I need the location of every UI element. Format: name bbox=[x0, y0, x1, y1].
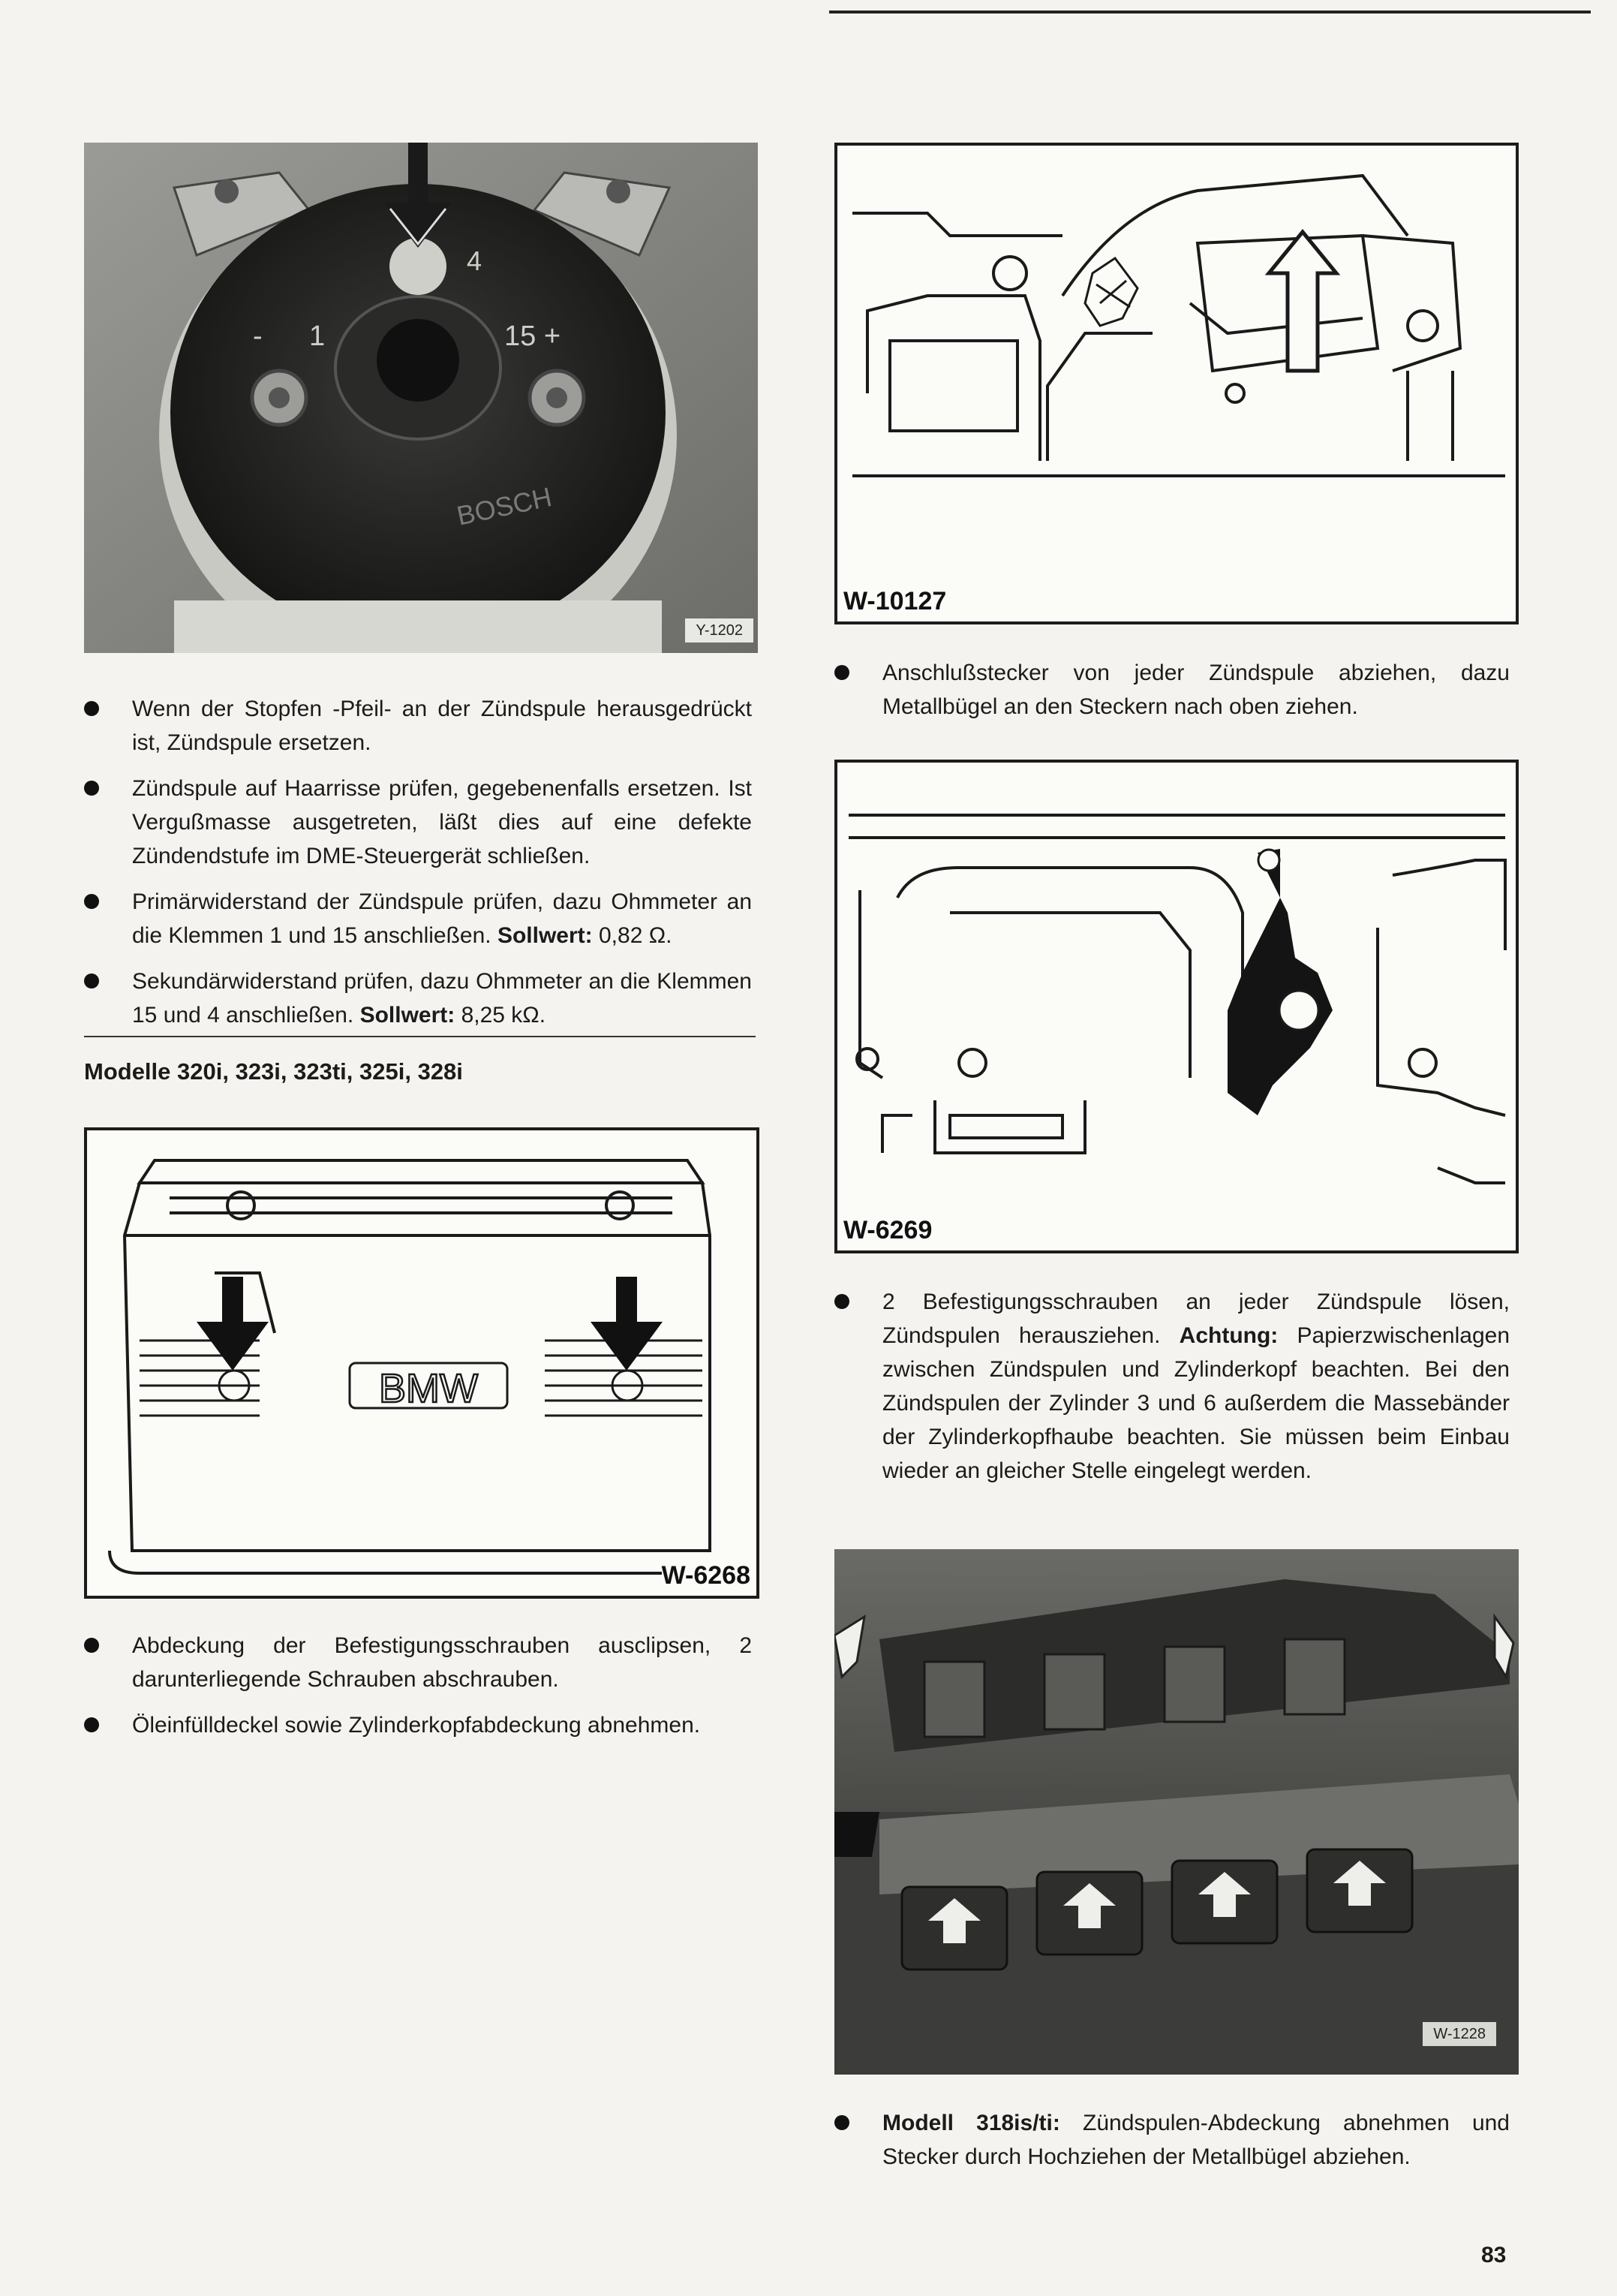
coil-check-list bbox=[84, 692, 752, 1044]
cover-removal-list bbox=[84, 1629, 752, 1754]
bullet-icon bbox=[84, 781, 99, 796]
coil-brand-text: BOSCH bbox=[454, 481, 555, 531]
list-item: Öleinfülldeckel sowie Zylinderkopfabdeckung abnehmen. bbox=[84, 1708, 752, 1742]
figure-id: W-10127 bbox=[843, 587, 947, 615]
figure-id: Y-1202 bbox=[685, 618, 753, 642]
terminal-label-1: 1 bbox=[309, 320, 326, 352]
list-item: Zündspule auf Haarrisse prüfen, gegebenenfalls ersetzen. Ist Vergußmasse ausgetreten, läßt dies auf eine defekte Zündendstufe im DME-Steuergerät schließen. bbox=[84, 772, 752, 873]
cylinder-head-cover-drawing bbox=[84, 1127, 759, 1599]
bullet-icon bbox=[84, 973, 99, 989]
setpoint-label: Sollwert: bbox=[497, 923, 593, 948]
plug-removal-list bbox=[834, 656, 1510, 736]
terminal-label-4: 4 bbox=[467, 245, 482, 276]
list-item: Primärwiderstand der Zündspule prüfen, dazu Ohmmeter an die Klemmen 1 und 15 anschließen. Sollwert: 0,82 Ω. bbox=[84, 885, 752, 952]
model-label: Modell 318is/ti: bbox=[882, 2111, 1060, 2135]
section-heading: Modelle 320i, 323i, 323ti, 325i, 328i bbox=[84, 1058, 463, 1085]
section-divider bbox=[84, 1036, 756, 1037]
setpoint-label: Sollwert: bbox=[359, 1003, 455, 1028]
plug-connector-drawing bbox=[834, 143, 1519, 624]
model-318-list bbox=[834, 2106, 1510, 2186]
bullet-icon bbox=[834, 2115, 849, 2130]
list-item: Modell 318is/ti: Zündspulen-Abdeckung abnehmen und Stecker durch Hochziehen der Metallbügel abziehen. bbox=[834, 2106, 1510, 2174]
list-item: Abdeckung der Befestigungsschrauben ausclipsen, 2 darunterliegende Schrauben abschrauben. bbox=[84, 1629, 752, 1696]
coil-removal-list bbox=[834, 1285, 1510, 1500]
terminal-label-15: 15 + bbox=[504, 320, 561, 352]
engine-coils-photo bbox=[834, 1549, 1519, 2075]
bullet-icon bbox=[84, 701, 99, 716]
list-item: 2 Befestigungsschrauben an jeder Zündspule lösen, Zündspulen herausziehen. Achtung: Papierzwischenlagen zwischen Zündspulen und Zylinderkopf beachten. Bei den Zündspulen der Zylinder 3 und 6 außerdem die Massebänder der Zylinderkopfhaube beachten. Sie müssen beim Einbau wieder an gleicher Stelle eingelegt werden. bbox=[834, 1285, 1510, 1488]
list-item: Anschlußstecker von jeder Zündspule abziehen, dazu Metallbügel an den Steckern nach oben ziehen. bbox=[834, 656, 1510, 724]
top-rule bbox=[829, 11, 1591, 14]
caution-label: Achtung: bbox=[1179, 1323, 1279, 1348]
bmw-logo-text: BMW bbox=[379, 1366, 478, 1411]
terminal-label-minus: - bbox=[253, 320, 263, 352]
coil-bolts-drawing bbox=[834, 760, 1519, 1253]
bullet-icon bbox=[834, 665, 849, 680]
figure-id: W-6268 bbox=[661, 1561, 750, 1590]
bullet-icon bbox=[84, 894, 99, 909]
bullet-icon bbox=[84, 1638, 99, 1653]
bullet-icon bbox=[834, 1294, 849, 1309]
list-item: Wenn der Stopfen -Pfeil- an der Zündspule herausgedrückt ist, Zündspule ersetzen. bbox=[84, 692, 752, 760]
list-item: Sekundärwiderstand prüfen, dazu Ohmmeter an die Klemmen 15 und 4 anschließen. Sollwert: 8,25 kΩ. bbox=[84, 964, 752, 1032]
figure-id: W-6269 bbox=[843, 1216, 933, 1244]
bullet-icon bbox=[84, 1717, 99, 1732]
figure-id: W-1228 bbox=[1423, 2022, 1496, 2046]
page-number: 83 bbox=[1481, 2243, 1507, 2267]
ignition-coil-photo bbox=[84, 143, 758, 653]
